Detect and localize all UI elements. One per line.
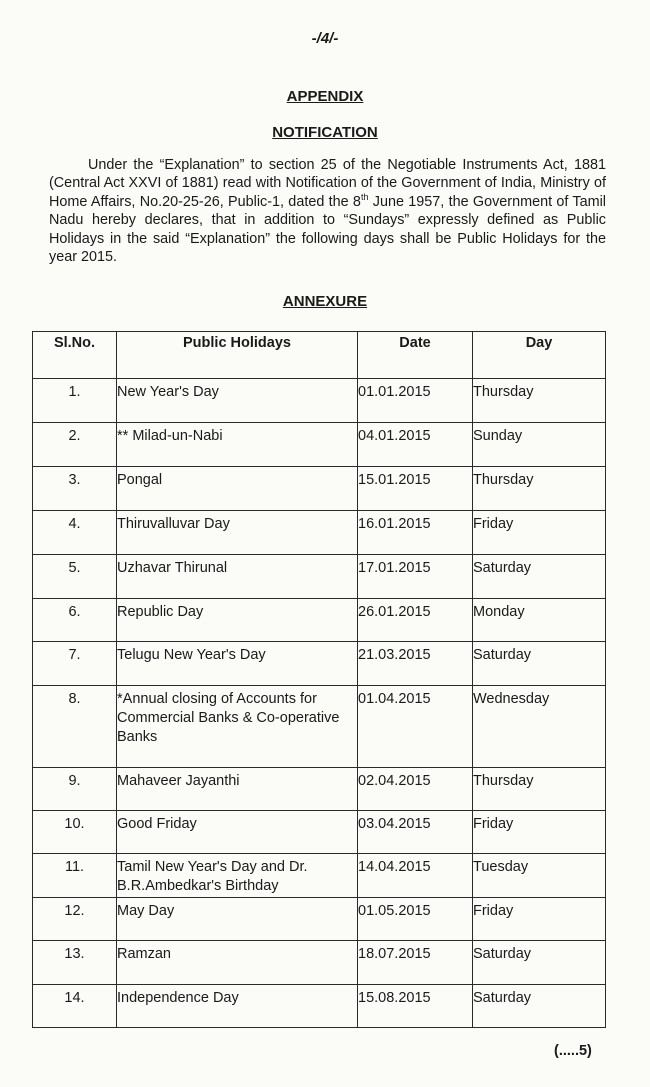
holidays-table: [32, 331, 606, 1028]
row-sl-no: 12.: [33, 898, 117, 941]
row-sl-no: 10.: [33, 811, 117, 854]
row-holiday-name: Ramzan: [117, 941, 358, 985]
row-day: Saturday: [473, 985, 606, 1028]
row-day: Friday: [473, 898, 606, 941]
table-header-row: [33, 332, 606, 379]
row-sl-no: 2.: [33, 423, 117, 467]
row-holiday-name: Uzhavar Thirunal: [117, 555, 358, 599]
row-sl-no: 14.: [33, 985, 117, 1028]
row-sl-no: 1.: [33, 379, 117, 423]
page-number: -/4/-: [311, 30, 339, 47]
paragraph-text-start: Under the “Explanation” to section 25 of the Negotiable Instruments Act, 1881 (Central Act XXVI of 1881) read with Notification of the Government of India, Ministry of Home Affairs, No.20-25-26, Public-1, dated the 8: [49, 157, 606, 210]
table-row: [33, 511, 606, 555]
annexure-heading: ANNEXURE: [282, 293, 368, 310]
row-holiday-name: Tamil New Year's Day and Dr. B.R.Ambedkar's Birthday: [117, 854, 358, 898]
row-date: 02.04.2015: [358, 768, 473, 811]
row-date: 14.04.2015: [358, 854, 473, 898]
row-day: Thursday: [473, 768, 606, 811]
row-sl-no: 7.: [33, 642, 117, 686]
row-holiday-name: Pongal: [117, 467, 358, 511]
table-row: [33, 985, 606, 1028]
row-date: 01.04.2015: [358, 686, 473, 768]
notification-paragraph: [49, 156, 606, 266]
row-sl-no: 9.: [33, 768, 117, 811]
row-sl-no: 4.: [33, 511, 117, 555]
row-day: Monday: [473, 599, 606, 642]
row-day: Thursday: [473, 467, 606, 511]
row-holiday-name: ** Milad-un-Nabi: [117, 423, 358, 467]
table-row: [33, 811, 606, 854]
row-sl-no: 13.: [33, 941, 117, 985]
table-row: [33, 898, 606, 941]
row-day: Saturday: [473, 642, 606, 686]
row-day: Saturday: [473, 941, 606, 985]
row-date: 01.05.2015: [358, 898, 473, 941]
header-date: Date: [358, 332, 473, 379]
row-holiday-name: Telugu New Year's Day: [117, 642, 358, 686]
row-holiday-name: Good Friday: [117, 811, 358, 854]
row-holiday-name: *Annual closing of Accounts for Commercial Banks & Co-operative Banks: [117, 686, 358, 768]
row-date: 17.01.2015: [358, 555, 473, 599]
header-public-holidays: Public Holidays: [117, 332, 358, 379]
row-sl-no: 6.: [33, 599, 117, 642]
paragraph-ordinal-suffix: th: [360, 192, 369, 203]
continued-marker: (.....5): [554, 1043, 592, 1059]
row-date: 04.01.2015: [358, 423, 473, 467]
table-row: [33, 941, 606, 985]
row-holiday-name: Thiruvalluvar Day: [117, 511, 358, 555]
row-date: 18.07.2015: [358, 941, 473, 985]
row-day: Friday: [473, 811, 606, 854]
header-day: Day: [473, 332, 606, 379]
row-holiday-name: Republic Day: [117, 599, 358, 642]
row-holiday-name: Independence Day: [117, 985, 358, 1028]
row-day: Friday: [473, 511, 606, 555]
table-row: [33, 423, 606, 467]
row-day: Saturday: [473, 555, 606, 599]
row-day: Wednesday: [473, 686, 606, 768]
row-date: 21.03.2015: [358, 642, 473, 686]
row-holiday-name: Mahaveer Jayanthi: [117, 768, 358, 811]
row-day: Tuesday: [473, 854, 606, 898]
table-row: [33, 642, 606, 686]
row-sl-no: 5.: [33, 555, 117, 599]
table-row: [33, 555, 606, 599]
row-date: 26.01.2015: [358, 599, 473, 642]
row-holiday-name: New Year's Day: [117, 379, 358, 423]
row-sl-no: 8.: [33, 686, 117, 768]
row-date: 16.01.2015: [358, 511, 473, 555]
table-row: [33, 599, 606, 642]
table-row: [33, 467, 606, 511]
header-sl-no: Sl.No.: [33, 332, 117, 379]
row-date: 01.01.2015: [358, 379, 473, 423]
row-date: 15.01.2015: [358, 467, 473, 511]
row-sl-no: 3.: [33, 467, 117, 511]
table-row: [33, 854, 606, 898]
appendix-heading: APPENDIX: [286, 88, 364, 105]
row-sl-no: 11.: [33, 854, 117, 898]
table-row: [33, 768, 606, 811]
row-holiday-name: May Day: [117, 898, 358, 941]
notification-heading: NOTIFICATION: [272, 124, 378, 141]
row-day: Sunday: [473, 423, 606, 467]
row-day: Thursday: [473, 379, 606, 423]
row-date: 15.08.2015: [358, 985, 473, 1028]
table-row: [33, 379, 606, 423]
row-date: 03.04.2015: [358, 811, 473, 854]
paragraph-text-end: June 1957, the Government of Tamil Nadu hereby declares, that in addition to “Sundays” expressly defined as Public Holidays in the said “Explanation” the following days shall be Public Holidays for the year 2015.: [49, 193, 606, 266]
table-row: [33, 686, 606, 768]
